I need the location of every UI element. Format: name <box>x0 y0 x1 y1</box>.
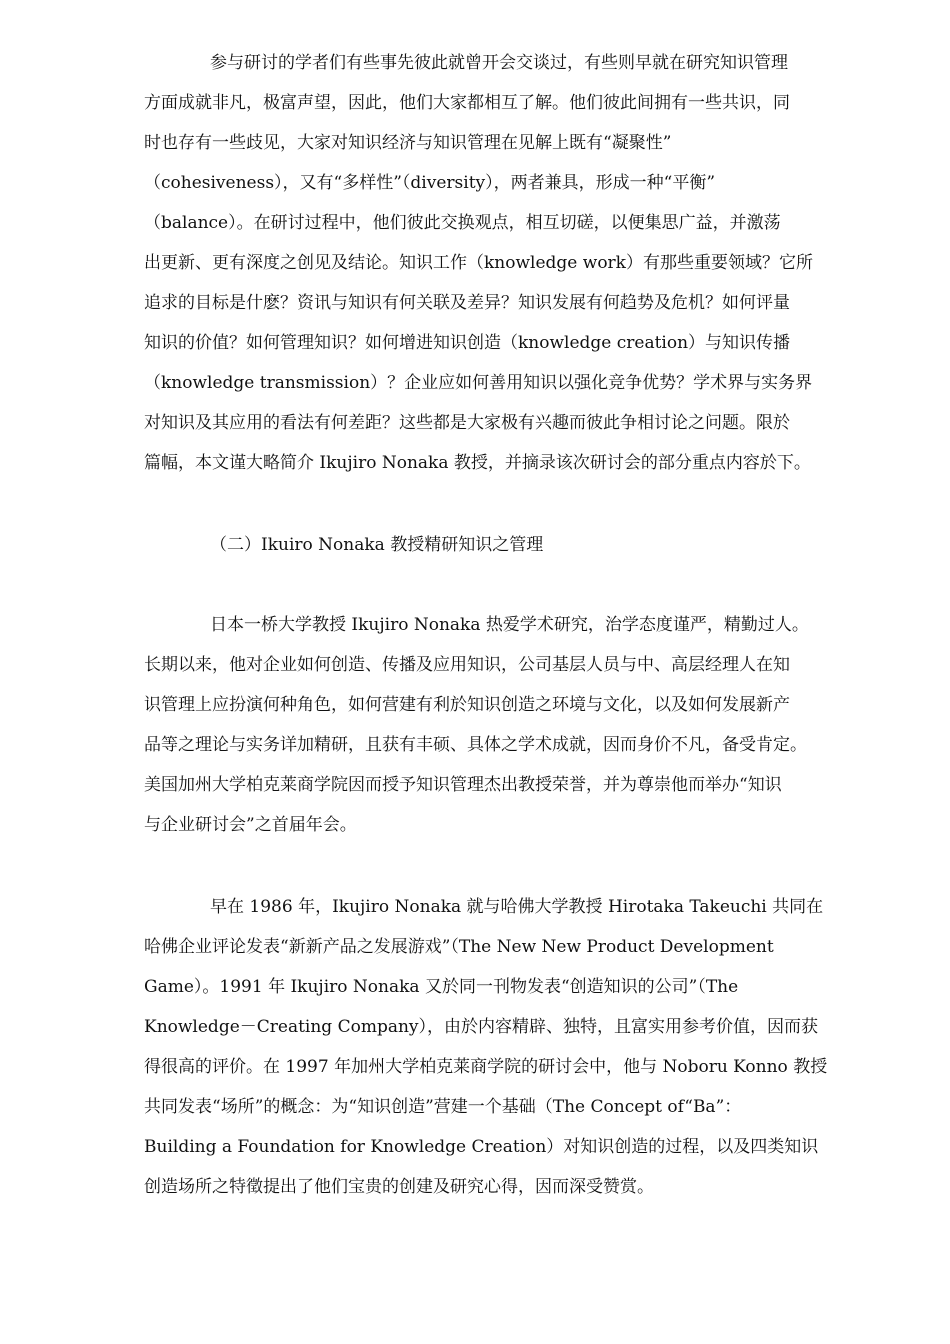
paragraph-2-line-2: 长期以来，他对企业如何创造、传播及应用知识，公司基层人员与中、高层经理人在知 <box>144 655 790 675</box>
paragraph-1-line-2: 方面成就非凡，极富声望，因此，他们大家都相互了解。他们彼此间拥有一些共识，同 <box>144 93 790 113</box>
section-heading: （二）Ikuiro Nonaka 教授精研知识之管理 <box>210 535 544 555</box>
paragraph-3-line-1: 早在 1986 年，Ikujiro Nonaka 就与哈佛大学教授 Hirotaka Takeuchi 共同在 <box>210 897 824 917</box>
paragraph-3-line-7: Building a Foundation for Knowledge Creation）对知识创造的过程，以及四类知识 <box>144 1137 819 1157</box>
paragraph-3-line-3: Game）。1991 年 Ikujiro Nonaka 又於同一刊物发表“创造知识的公司”（The <box>144 977 739 997</box>
paragraph-3-line-2: 哈佛企业评论发表“新新产品之发展游戏”（The New New Product Development <box>144 937 774 957</box>
paragraph-1-line-11: 篇幅，本文谨大略简介 Ikujiro Nonaka 教授，并摘录该次研讨会的部分重点内容於下。 <box>144 453 811 473</box>
paragraph-1-line-6: 出更新、更有深度之创见及结论。知识工作（knowledge work）有那些重要领域？它所 <box>144 253 813 273</box>
paragraph-2-line-5: 美国加州大学柏克莱商学院因而授予知识管理杰出教授荣誉，并为尊崇他而举办“知识 <box>144 775 782 795</box>
paragraph-2-line-4: 品等之理论与实务详加精研，且获有丰硕、具体之学术成就，因而身价不凡，备受肯定。 <box>144 735 807 755</box>
paragraph-1-line-8: 知识的价值？如何管理知识？如何增进知识创造（knowledge creation）与知识传播 <box>144 333 791 353</box>
paragraph-1-line-10: 对知识及其应用的看法有何差距？这些都是大家极有兴趣而彼此争相讨论之问题。限於 <box>144 413 790 433</box>
paragraph-1-line-5: （balance）。在研讨过程中，他们彼此交换观点，相互切磋，以便集思广益，并激荡 <box>144 213 781 233</box>
paragraph-1-line-7: 追求的目标是什麽？资讯与知识有何关联及差异？知识发展有何趋势及危机？如何评量 <box>144 293 790 313</box>
paragraph-1-line-3: 时也存有一些歧见，大家对知识经济与知识管理在见解上既有“凝聚性” <box>144 133 672 153</box>
paragraph-3-line-5: 得很高的评价。在 1997 年加州大学柏克莱商学院的研讨会中，他与 Noboru Konno 教授 <box>144 1057 828 1077</box>
paragraph-2-line-3: 识管理上应扮演何种角色，如何营建有利於知识创造之环境与文化，以及如何发展新产 <box>144 695 790 715</box>
paragraph-1-line-1: 参与研讨的学者们有些事先彼此就曾开会交谈过，有些则早就在研究知识管理 <box>210 53 788 73</box>
paragraph-1-line-9: （knowledge transmission）？企业应如何善用知识以强化竞争优势？学术界与实务界 <box>144 373 813 393</box>
paragraph-3-line-4: Knowledge－Creating Company），由於内容精辟、独特，且富实用参考价值，因而获 <box>144 1017 819 1037</box>
paragraph-2-line-1: 日本一桥大学教授 Ikujiro Nonaka 热爱学术研究，治学态度谨严，精勤过人。 <box>210 615 809 635</box>
paragraph-2-line-6: 与企业研讨会”之首届年会。 <box>144 815 357 835</box>
paragraph-3-line-8: 创造场所之特徵提出了他们宝贵的创建及研究心得，因而深受赞赏。 <box>144 1177 654 1197</box>
paragraph-1-line-4: （cohesiveness），又有“多样性”（diversity），两者兼具，形成一种“平衡” <box>144 173 716 193</box>
paragraph-3-line-6: 共同发表“场所”的概念：为“知识创造”营建一个基础（The Concept of“Ba”： <box>144 1097 742 1117</box>
